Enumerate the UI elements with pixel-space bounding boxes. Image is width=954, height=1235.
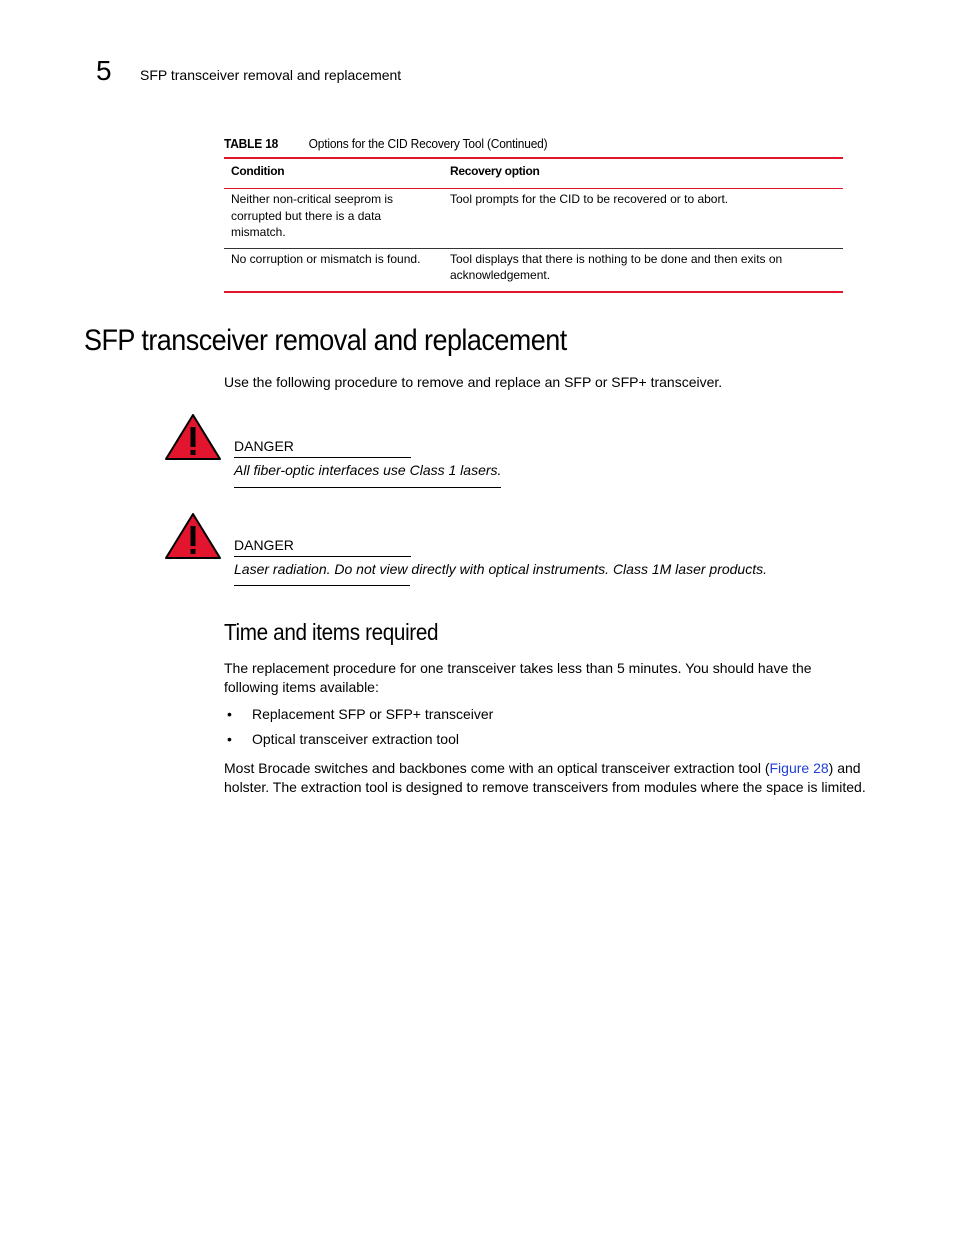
list-item [224, 705, 493, 730]
list-item-text: Optical transceiver extraction tool [252, 731, 459, 747]
bullet-icon: • [227, 706, 232, 722]
danger-warning-icon [164, 512, 222, 560]
danger-divider [234, 585, 410, 586]
paragraph-text: ) and holster. The extraction tool is designed to remove transceivers from modules where the space is limited. [224, 760, 866, 795]
section-intro: Use the following procedure to remove and replace an SFP or SFP+ transceiver. [224, 374, 723, 390]
column-header-recovery-option: Recovery option [443, 158, 843, 189]
table-row [224, 189, 843, 249]
items-list [224, 705, 493, 755]
table-title: Options for the CID Recovery Tool (Continued) [308, 136, 548, 151]
table-row [224, 248, 843, 292]
table-cell-condition: Neither non-critical seeprom is corrupted but there is a data mismatch. [224, 189, 443, 249]
table-label: TABLE 18 [224, 136, 279, 151]
table-caption [224, 136, 547, 152]
section-title: SFP transceiver removal and replacement [84, 324, 567, 357]
running-head: SFP transceiver removal and replacement [140, 67, 402, 83]
figure-28-link[interactable]: Figure 28 [769, 760, 829, 776]
extraction-tool-paragraph [224, 759, 869, 796]
list-item-text: Replacement SFP or SFP+ transceiver [252, 706, 494, 722]
list-item [224, 730, 493, 755]
column-header-condition: Condition [224, 158, 443, 189]
danger-text: All fiber-optic interfaces use Class 1 lasers. [234, 458, 501, 488]
danger-text: Laser radiation. Do not view directly with optical instruments. Class 1M laser products. [234, 561, 767, 577]
danger-warning-icon [164, 413, 222, 461]
danger-notice [234, 437, 501, 488]
table-cell-condition: No corruption or mismatch is found. [231, 251, 421, 266]
table-cell-option: Tool prompts for the CID to be recovered or to abort. [443, 189, 843, 249]
bullet-icon: • [227, 731, 232, 747]
danger-label: DANGER [234, 437, 411, 458]
chapter-number: 5 [96, 55, 112, 86]
options-table [224, 157, 843, 293]
subsection-paragraph: The replacement procedure for one transceiver takes less than 5 minutes. You should have the following items available: [224, 660, 812, 695]
subsection-title: Time and items required [224, 619, 439, 645]
danger-notice [234, 536, 767, 586]
danger-label: DANGER [234, 536, 411, 557]
paragraph-text: Most Brocade switches and backbones come with an optical transceiver extraction tool ( [224, 760, 770, 776]
table-cell-option: Tool displays that there is nothing to be done and then exits on acknowledgement. [450, 251, 783, 282]
